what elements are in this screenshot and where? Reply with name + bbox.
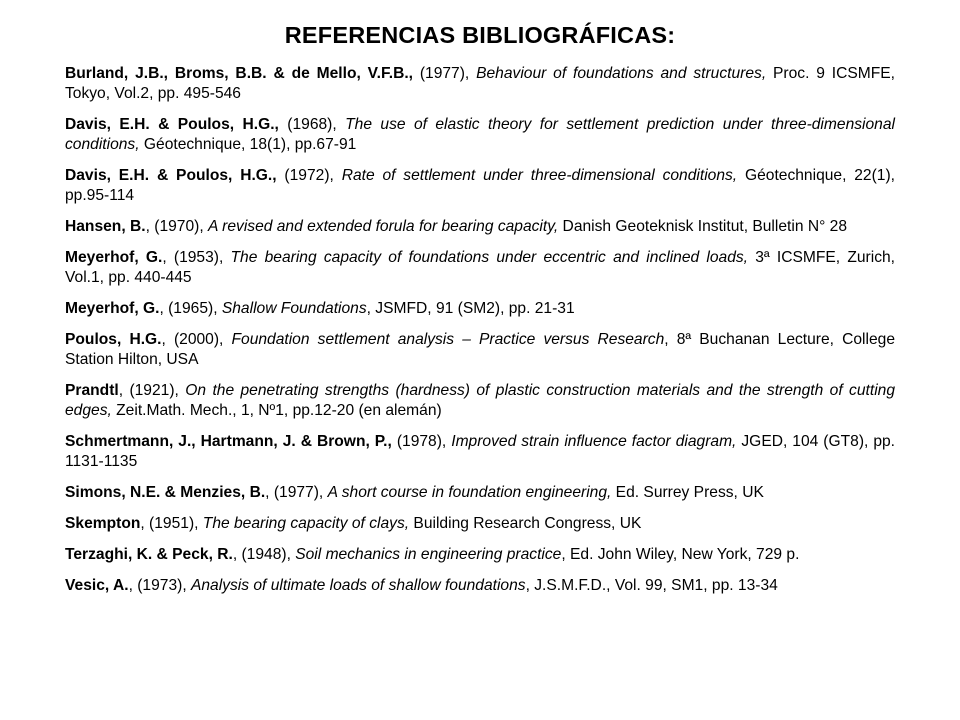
reference-work-title: Foundation settlement analysis – Practice versus Research — [231, 331, 665, 348]
reference-item — [65, 545, 895, 565]
reference-item — [65, 432, 895, 472]
reference-source: Ed. Surrey Press, UK — [611, 484, 764, 501]
reference-work-title: The bearing capacity of clays, — [202, 515, 410, 532]
reference-source: Zeit.Math. Mech., 1, Nº1, pp.12-20 (en alemán) — [111, 402, 442, 419]
reference-item — [65, 217, 895, 237]
reference-item — [65, 483, 895, 503]
reference-work-title: Analysis of ultimate loads of shallow foundations — [190, 577, 526, 594]
reference-work-title: A short course in foundation engineering, — [327, 484, 612, 501]
reference-authors: Davis, E.H. & Poulos, H.G., — [65, 116, 279, 133]
reference-work-title: The use of elastic theory for settlement prediction under three-dimensional conditions, — [65, 116, 895, 153]
reference-year: , (2000), — [161, 331, 232, 348]
reference-work-title: Soil mechanics in engineering practice — [295, 546, 562, 563]
reference-item — [65, 576, 895, 596]
reference-authors: Burland, J.B., Broms, B.B. & de Mello, V.F.B., — [65, 65, 413, 82]
reference-authors: Schmertmann, J., Hartmann, J. & Brown, P., — [65, 433, 392, 450]
reference-work-title: On the penetrating strengths (hardness) of plastic construction materials and the strength of cutting edges, — [65, 382, 896, 419]
reference-authors: Simons, N.E. & Menzies, B. — [65, 484, 266, 501]
reference-authors: Davis, E.H. & Poulos, H.G., — [65, 167, 277, 184]
reference-item — [65, 514, 895, 534]
reference-work-title: The bearing capacity of foundations under eccentric and inclined loads, — [230, 249, 749, 266]
reference-item — [65, 248, 895, 288]
reference-source: , J.S.M.F.D., Vol. 99, SM1, pp. 13-34 — [525, 577, 778, 594]
reference-year: , (1921), — [118, 382, 186, 399]
reference-authors: Terzaghi, K. & Peck, R. — [65, 546, 233, 563]
reference-work-title: A revised and extended forula for bearing capacity, — [208, 218, 559, 235]
reference-source: , 8ª Buchanan Lecture, College Station Hilton, USA — [65, 331, 895, 368]
reference-source: , JSMFD, 91 (SM2), pp. 21-31 — [366, 300, 575, 317]
reference-item — [65, 64, 895, 104]
reference-work-title: Rate of settlement under three-dimensional conditions, — [341, 167, 738, 184]
reference-item — [65, 330, 895, 370]
reference-list — [65, 64, 895, 596]
reference-year: , (1953), — [162, 249, 231, 266]
reference-item — [65, 299, 895, 319]
reference-authors: Vesic, A. — [65, 577, 129, 594]
reference-year: (1972), — [276, 167, 342, 184]
reference-work-title: Behaviour of foundations and structures, — [476, 65, 767, 82]
reference-source: Géotechnique, 22(1), pp.95-114 — [65, 167, 895, 204]
reference-authors: Poulos, H.G. — [65, 331, 162, 348]
reference-source: Danish Geoteknisk Institut, Bulletin N° 28 — [558, 218, 848, 235]
reference-authors: Meyerhof, G. — [65, 249, 163, 266]
reference-authors: Meyerhof, G. — [65, 300, 160, 317]
reference-source: 3ª ICSMFE, Zurich, Vol.1, pp. 440-445 — [65, 249, 896, 286]
reference-year: (1968), — [278, 116, 346, 133]
page-title: REFERENCIAS BIBLIOGRÁFICAS: — [284, 22, 676, 48]
reference-work-title: Improved strain influence factor diagram, — [451, 433, 737, 450]
reference-source: Proc. 9 ICSMFE, Tokyo, Vol.2, pp. 495-546 — [65, 65, 895, 102]
reference-year: , (1951), — [140, 515, 203, 532]
reference-item — [65, 381, 895, 421]
reference-authors: Prandtl — [65, 382, 119, 399]
reference-source: Géotechnique, 18(1), pp.67-91 — [139, 136, 357, 153]
reference-authors: Skempton — [65, 515, 141, 532]
reference-authors: Hansen, B. — [65, 218, 146, 235]
reference-year: , (1965), — [159, 300, 222, 317]
reference-item — [65, 166, 895, 206]
reference-source: Building Research Congress, UK — [409, 515, 642, 532]
reference-work-title: Shallow Foundations — [221, 300, 367, 317]
reference-year: , (1977), — [265, 484, 328, 501]
reference-year: , (1973), — [128, 577, 191, 594]
reference-year: , (1970), — [145, 218, 208, 235]
reference-source: JGED, 104 (GT8), pp. 1131-1135 — [65, 433, 896, 470]
reference-year: , (1948), — [232, 546, 296, 563]
reference-year: (1977), — [413, 65, 477, 82]
reference-item — [65, 115, 895, 155]
reference-source: , Ed. John Wiley, New York, 729 p. — [561, 546, 800, 563]
reference-year: (1978), — [391, 433, 452, 450]
